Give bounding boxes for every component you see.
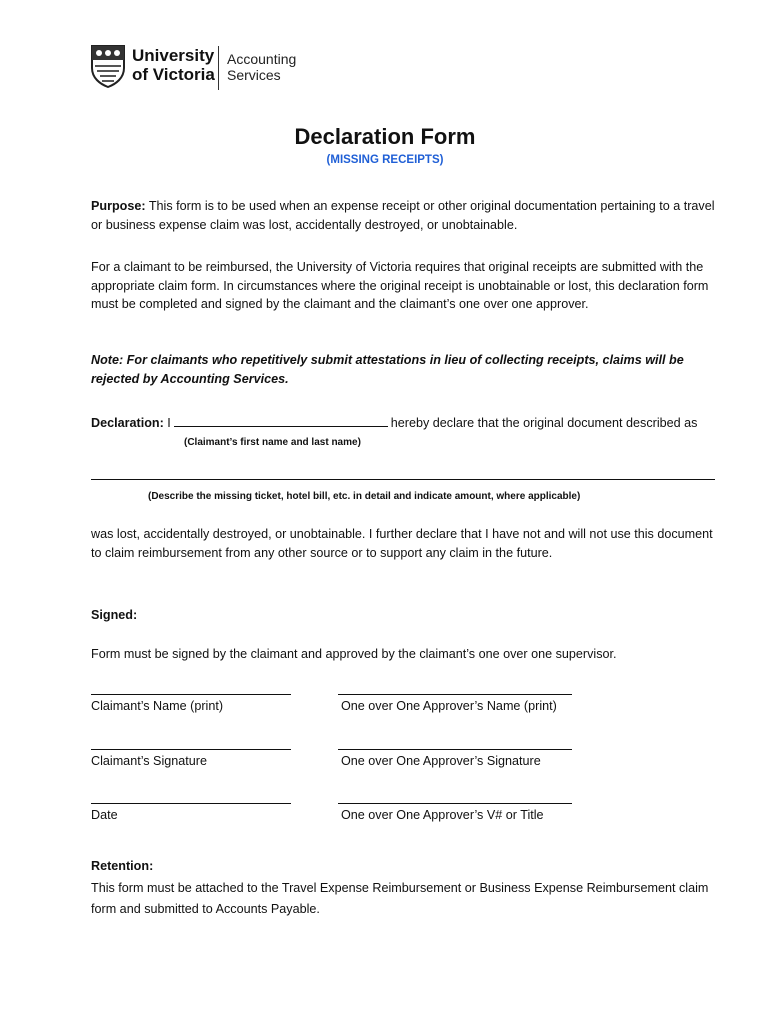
uvic-crest-icon [90, 44, 126, 88]
logo-divider [218, 46, 219, 90]
claimant-name-line[interactable] [91, 694, 291, 695]
declaration-suffix: hereby declare that the original document described as [390, 416, 698, 430]
missing-document-description-field[interactable] [91, 479, 715, 480]
claimant-name-label: Claimant’s Name (print) [91, 699, 224, 713]
declaration-line [91, 414, 721, 430]
approver-name-line[interactable] [338, 694, 572, 695]
retention-label: Retention: [91, 859, 154, 873]
claimant-name-field[interactable] [174, 414, 388, 427]
claimant-signature-label: Claimant’s Signature [91, 754, 207, 768]
note-paragraph: Note: For claimants who repetitively submit attestations in lieu of collecting receipts, claims will be rejected by Accounting Services. [91, 353, 684, 386]
university-name: University of Victoria [132, 46, 215, 84]
claimant-name-hint: (Claimant’s first name and last name) [184, 437, 361, 448]
describe-hint: (Describe the missing ticket, hotel bill, etc. in detail and indicate amount, where applicable) [148, 491, 581, 502]
declaration-continuation: was lost, accidentally destroyed, or unobtainable. I further declare that I have not and will not use this document to claim reimbursement from any other source or to support any claim in the future. [91, 527, 713, 560]
department-name: Accounting Services [227, 51, 297, 83]
approver-name-label: One over One Approver’s Name (print) [341, 699, 557, 713]
date-line[interactable] [91, 803, 291, 804]
page-title: Declaration Form [294, 124, 476, 149]
purpose-label: Purpose: [91, 199, 146, 213]
declaration-label: Declaration: [91, 416, 164, 430]
reimbursement-paragraph: For a claimant to be reimbursed, the University of Victoria requires that original receipts are submitted with the appropriate claim form. In circumstances where the original receipt is unobtainable or lost, this declaration form must be completed and signed by the claimant and the claimant’s one over one approver. [91, 260, 709, 311]
page-subtitle: (MISSING RECEIPTS) [326, 154, 444, 166]
retention-text: This form must be attached to the Travel Expense Reimbursement or Business Expense Reimbursement claim form and submitted to Accounts Payable. [91, 881, 709, 916]
purpose-paragraph [91, 197, 721, 234]
claimant-signature-line[interactable] [91, 749, 291, 750]
signed-instruction: Form must be signed by the claimant and approved by the claimant’s one over one supervisor. [91, 647, 617, 661]
approver-signature-line[interactable] [338, 749, 572, 750]
approver-signature-label: One over One Approver’s Signature [341, 754, 541, 768]
signed-label: Signed: [91, 608, 138, 622]
approver-title-label: One over One Approver’s V# or Title [341, 808, 544, 822]
declaration-prefix: I [167, 416, 171, 430]
approver-title-line[interactable] [338, 803, 572, 804]
purpose-text: This form is to be used when an expense receipt or other original documentation pertaining to a travel or business expense claim was lost, accidentally destroyed, or unobtainable. [91, 199, 715, 232]
date-label: Date [91, 808, 118, 822]
uvic-logo [90, 44, 330, 92]
